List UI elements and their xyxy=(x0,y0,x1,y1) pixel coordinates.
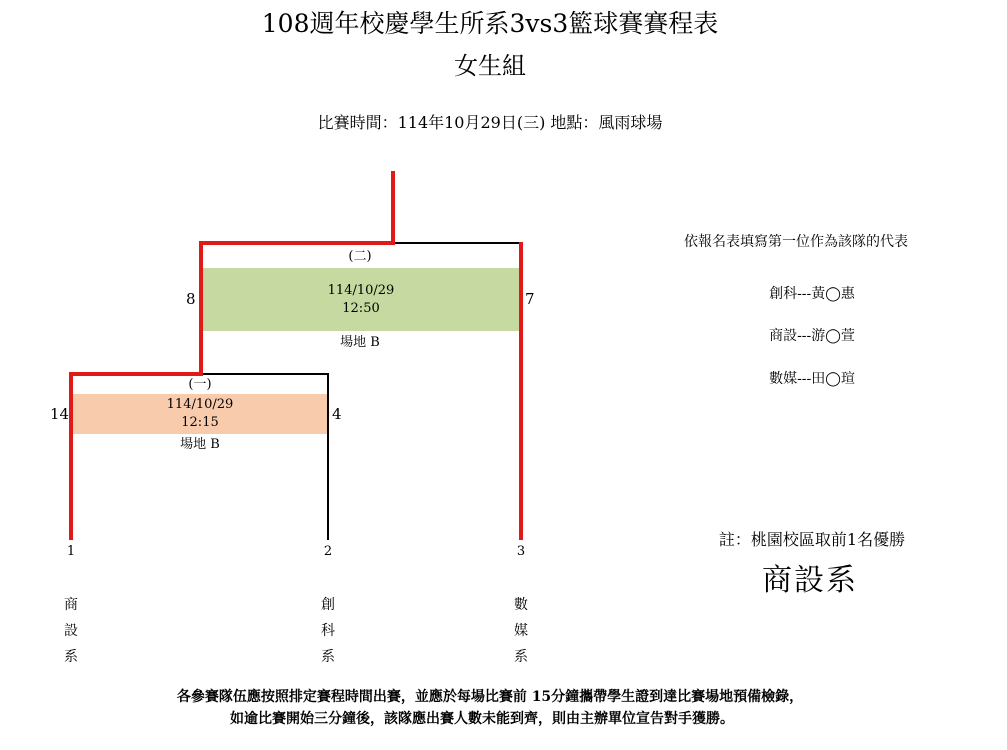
rules-line-1: 各參賽隊伍應按照排定賽程時間出賽，並應於每場比賽前 15分鐘攜帶學生證到達比賽場地預備檢錄， xyxy=(176,689,804,705)
team-2-char: 科 xyxy=(321,623,335,639)
semi-bar-winner xyxy=(69,372,203,376)
representative-item: 數媒---田◯瑄 xyxy=(769,371,855,387)
final-left-line xyxy=(199,241,203,375)
team-1-name xyxy=(61,592,81,670)
match-2-box xyxy=(202,268,520,331)
representative-item: 商設---游◯萱 xyxy=(769,328,855,344)
match-2-venue: 場地 B xyxy=(340,335,380,350)
match-1-label: (一) xyxy=(188,377,212,392)
team-3-name xyxy=(511,592,531,670)
final-bar-loser xyxy=(395,242,522,244)
match-1-date: 114/10/29 xyxy=(166,397,234,412)
team-2-seed: 2 xyxy=(323,544,333,559)
team-2-char: 創 xyxy=(321,597,335,613)
match-2-date: 114/10/29 xyxy=(327,282,395,298)
page-title: 108週年校慶學生所系3vs3籃球賽賽程表 xyxy=(261,9,719,38)
match-1-box xyxy=(72,394,328,434)
team-1-line xyxy=(69,372,73,540)
representatives-heading: 依報名表填寫第一位作為該隊的代表 xyxy=(684,234,908,250)
team-2-line xyxy=(327,373,329,540)
team-2-char: 系 xyxy=(321,649,335,665)
match-1-left-score: 14 xyxy=(50,405,70,423)
final-bar-winner xyxy=(199,241,395,245)
match-1-right-score: 4 xyxy=(332,405,342,423)
team-3-char: 數 xyxy=(514,597,528,613)
match-1-time: 12:15 xyxy=(181,415,219,430)
semi-bar-loser xyxy=(203,373,329,375)
team-3-char: 媒 xyxy=(514,623,528,639)
match-2-right-score: 7 xyxy=(525,290,535,308)
match-2-label: (二) xyxy=(348,249,372,264)
team-1-char: 商 xyxy=(64,597,78,613)
rules-line-2: 如逾比賽開始三分鐘後，該隊應出賽人數未能到齊，則由主辦單位宣告對手獲勝。 xyxy=(230,711,734,727)
team-1-char: 設 xyxy=(64,623,78,639)
match-2-time: 12:50 xyxy=(342,300,380,316)
team-3-char: 系 xyxy=(514,649,528,665)
team-1-seed: 1 xyxy=(66,544,76,559)
schedule-info: 比賽時間：114年10月29日(三) 地點：風雨球場 xyxy=(317,113,663,132)
representative-item: 創科---黃◯惠 xyxy=(769,286,855,302)
team-3-line xyxy=(519,242,523,540)
group-title: 女生組 xyxy=(454,52,526,80)
team-3-seed: 3 xyxy=(516,544,526,559)
team-1-char: 系 xyxy=(64,649,78,665)
match-1-venue: 場地 B xyxy=(180,437,220,452)
note: 註：桃園校區取前1名優勝 xyxy=(718,530,906,549)
champion-name: 商設系 xyxy=(762,563,858,598)
team-2-name xyxy=(318,592,338,670)
champion-line xyxy=(391,171,395,244)
match-2-left-score: 8 xyxy=(186,290,196,308)
